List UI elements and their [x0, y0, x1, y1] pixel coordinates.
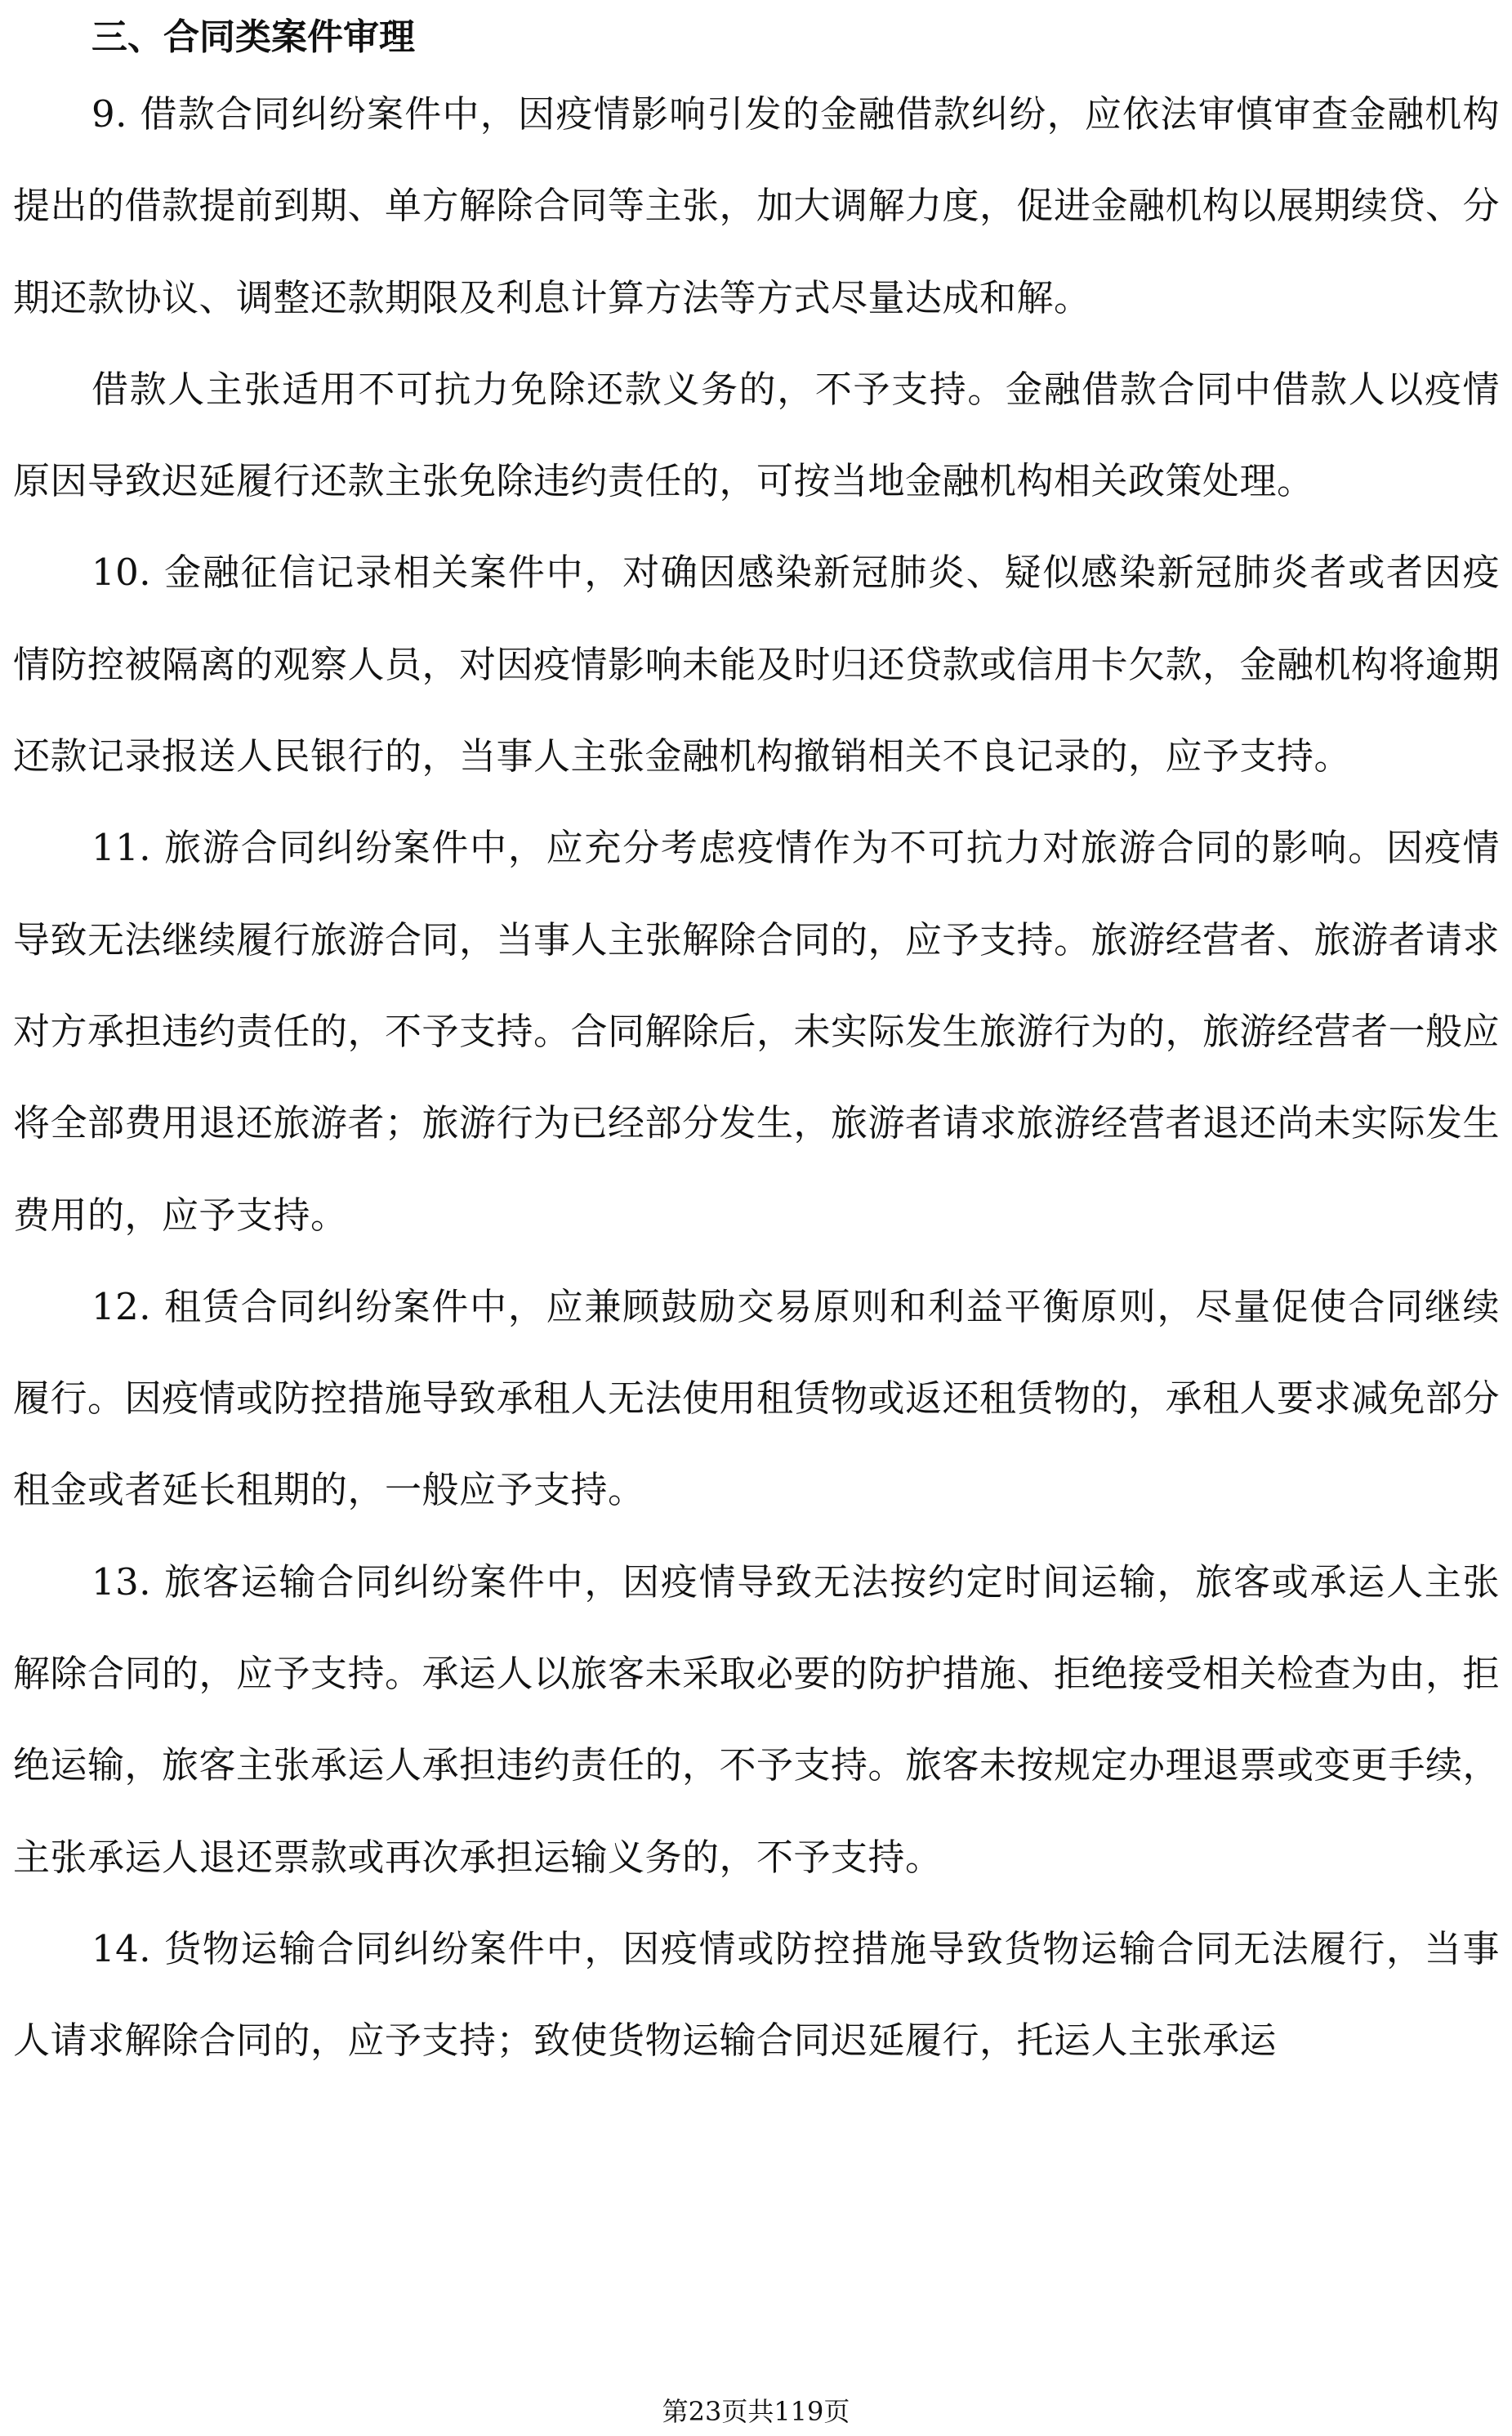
section-heading: 三、合同类案件审理	[91, 16, 415, 58]
paragraph-item-10: 10. 金融征信记录相关案件中，对确因感染新冠肺炎、疑似感染新冠肺炎者或者因疫情防控被隔离的观察人员，对因疫情影响未能及时归还贷款或信用卡欠款，金融机构将逾期还款记录报送人民银行的，当事人主张金融机构撤销相关不良记录的，应予支持。	[13, 551, 1501, 779]
paragraph-item-11: 11. 旅游合同纠纷案件中，应充分考虑疫情作为不可抗力对旅游合同的影响。因疫情导致无法继续履行旅游合同，当事人主张解除合同的，应予支持。旅游经营者、旅游者请求对方承担违约责任的，不予支持。合同解除后，未实际发生旅游行为的，旅游经营者一般应将全部费用退还旅游者；旅游行为已经部分发生，旅游者请求旅游经营者退还尚未实际发生费用的，应予支持。	[13, 826, 1501, 1237]
page-number-footer: 第23页共119页	[662, 2396, 850, 2427]
paragraph-item-13: 13. 旅客运输合同纠纷案件中，因疫情导致无法按约定时间运输，旅客或承运人主张解除合同的，应予支持。承运人以旅客未采取必要的防护措施、拒绝接受相关检查为由，拒绝运输，旅客主张承运人承担违约责任的，不予支持。旅客未按规定办理退票或变更手续，主张承运人退还票款或再次承担运输义务的，不予支持。	[13, 1559, 1501, 1879]
paragraph-borrower-force-majeure: 借款人主张适用不可抗力免除还款义务的，不予支持。金融借款合同中借款人以疫情原因导致迟延履行还款主张免除违约责任的，可按当地金融机构相关政策处理。	[13, 367, 1500, 503]
paragraph-item-9: 9. 借款合同纠纷案件中，因疫情影响引发的金融借款纠纷，应依法审慎审查金融机构提出的借款提前到期、单方解除合同等主张，加大调解力度，促进金融机构以展期续贷、分期还款协议、调整还款期限及利息计算方法等方式尽量达成和解。	[13, 92, 1501, 319]
page-body	[13, 7, 1500, 2087]
paragraph-item-12: 12. 租赁合同纠纷案件中，应兼顾鼓励交易原则和利益平衡原则，尽量促使合同继续履行。因疫情或防控措施导致承租人无法使用租赁物或返还租赁物的，承租人要求减免部分租金或者延长租期的，一般应予支持。	[13, 1284, 1501, 1512]
paragraph-item-14: 14. 货物运输合同纠纷案件中，因疫情或防控措施导致货物运输合同无法履行，当事人请求解除合同的，应予支持；致使货物运输合同迟延履行，托运人主张承运	[13, 1926, 1500, 2063]
